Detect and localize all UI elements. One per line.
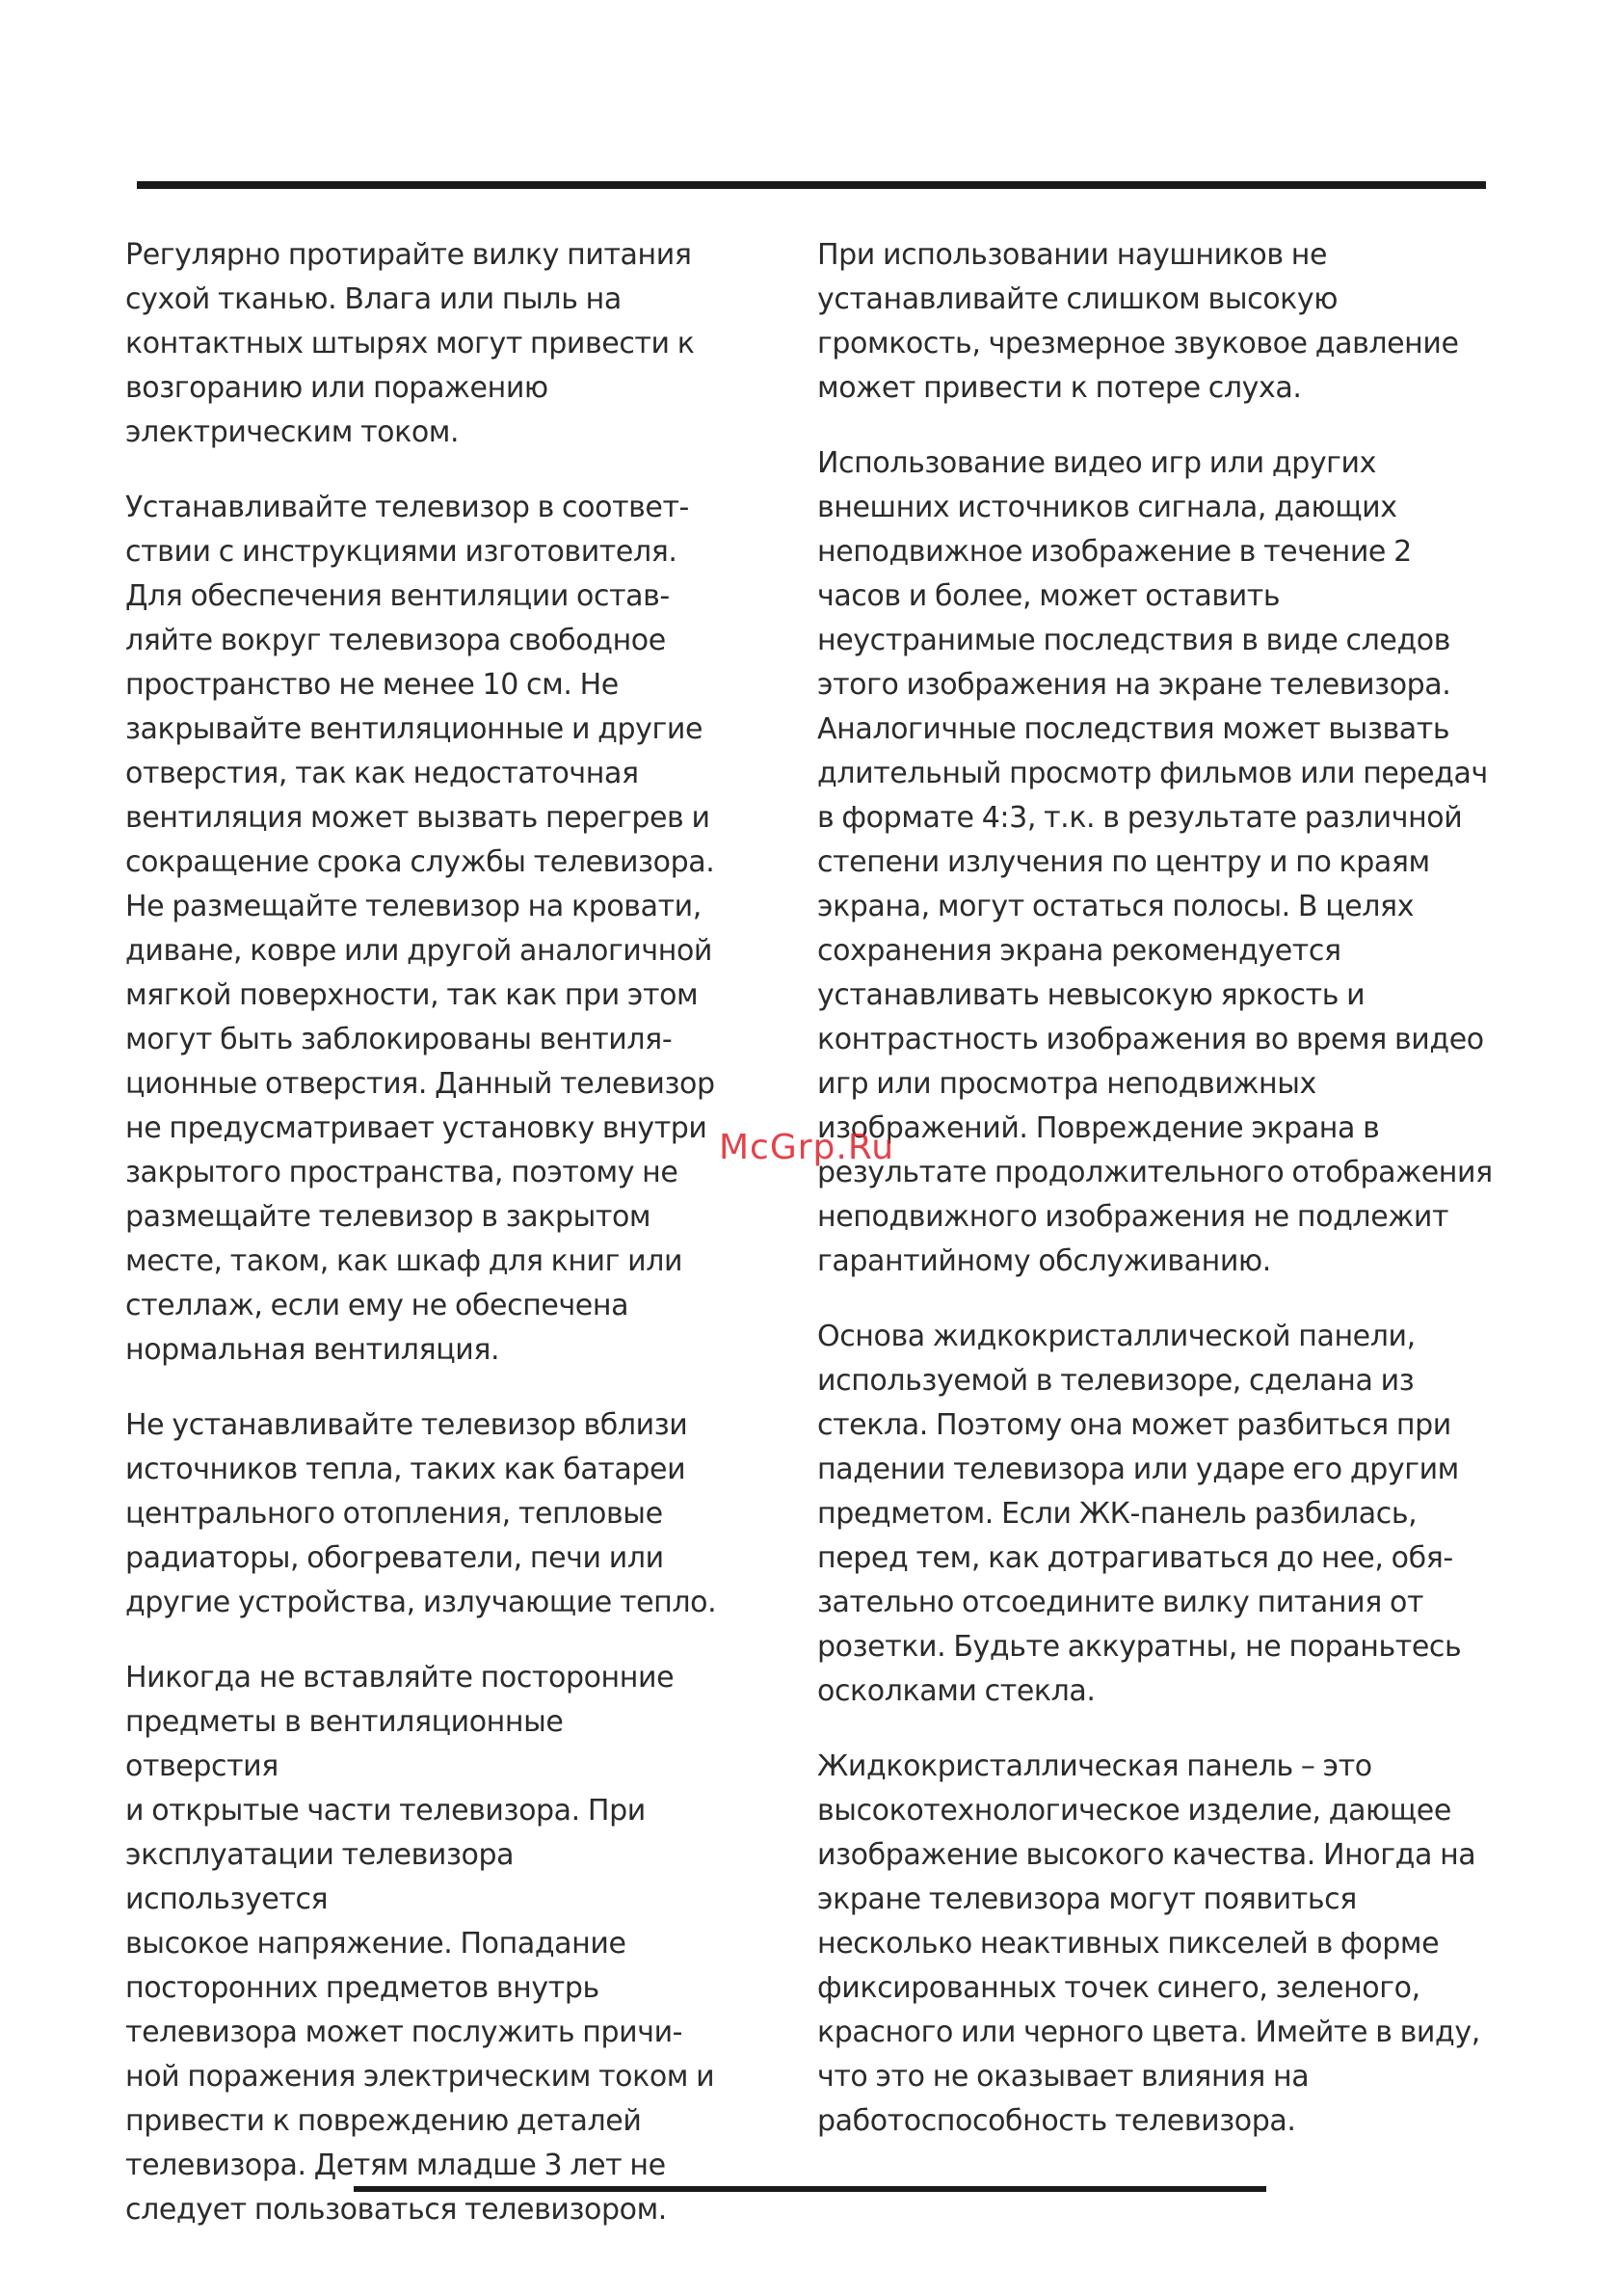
bottom-divider bbox=[354, 2186, 1266, 2192]
paragraph-plug-cleaning: Регулярно протирайте вилку питания сухой тканью. Влага или пыль на контактных штырях могут привести к возгоранию или поражению электрическим током. bbox=[125, 238, 695, 449]
top-divider bbox=[137, 181, 1486, 189]
paragraph-static-image: Использование видео игр или других внешних источников сигнала, дающих неподвижное изображение в течение 2 часов и более, может оставить неустранимые последствия в виде следов этого изображения на экране телевизора. Аналогичные последствия может вызвать длительный просмотр фильмов или передач в формате 4:3, т.к. в результате различной степени излучения по центру и по краям экрана, могут остаться полосы. В целях сохранения экрана рекомендуется устанавливать невысокую яркость и контрастность изображения во время видео игр или просмотра неподвижных изображений. Повреждение экрана в результате продолжительного отображения неподвижного изображения не подлежит гарантийному обслуживанию. bbox=[817, 446, 1493, 1278]
paragraph-glass-panel: Основа жидкокристаллической панели, используемой в телевизоре, сделана из стекла. Поэтому она может разбиться при падении телевизора или ударе его другим предметом. Если ЖК-панель разбилась, перед тем, как дотрагиваться до нее, обя- зательно отсоедините вилку питания от розетки. Будьте аккуратны, не пораньтесь осколками стекла. bbox=[817, 1320, 1462, 1708]
paragraph-dead-pixels: Жидкокристаллическая панель – это высокотехнологическое изделие, дающее изображение высокого качества. Иногда на экране телевизора могут появиться несколько неактивных пикселей в форме фиксированных точек синего, зеленого, красного или черного цвета. Имейте в виду, что это не оказывает влияния на работоспособность телевизора. bbox=[817, 1749, 1480, 2138]
paragraph-heat-sources: Не устанавливайте телевизор вблизи источников тепла, таких как батареи центрального отопления, тепловые радиаторы, обогреватели, печи или другие устройства, излучающие тепло. bbox=[125, 1408, 717, 1619]
right-column bbox=[817, 233, 1501, 2175]
watermark-logo: McGrp.Ru bbox=[719, 1128, 895, 1167]
paragraph-foreign-objects: Никогда не вставляйте посторонние предметы в вентиляционные отверстия и открытые части телевизора. При эксплуатации телевизора используется высокое напряжение. Попадание посторонних предметов внутрь телевизора может послужить причи- ной поражения электрическим током и привести к повреждению деталей телевизора. Детям младше 3 лет не следует пользоваться телевизором. bbox=[125, 1661, 715, 2227]
paragraph-headphones: При использовании наушников не устанавливайте слишком высокую громкость, чрезмерное звуковое давление может привести к потере слуха. bbox=[817, 238, 1459, 405]
paragraph-installation-ventilation: Устанавливайте телевизор в соответ- ствии с инструкциями изготовителя. Для обеспечения вентиляции остав- ляйте вокруг телевизора свободное пространство не менее 10 см. Не закрывайте вентиляционные и другие отверстия, так как недостаточная вентиляция может вызвать перегрев и сокращение срока службы телевизора. Не размещайте телевизор на кровати, диване, ковре или другой аналогичной мягкой поверхности, так как при этом могут быть заблокированы вентиля- ционные отверстия. Данный телевизор не предусматривает установку внутри закрытого пространства, поэтому не размещайте телевизор в закрытом месте, таком, как шкаф для книг или стеллаж, если ему не обеспечена нормальная вентиляция. bbox=[125, 491, 715, 1367]
left-column bbox=[125, 233, 723, 2263]
